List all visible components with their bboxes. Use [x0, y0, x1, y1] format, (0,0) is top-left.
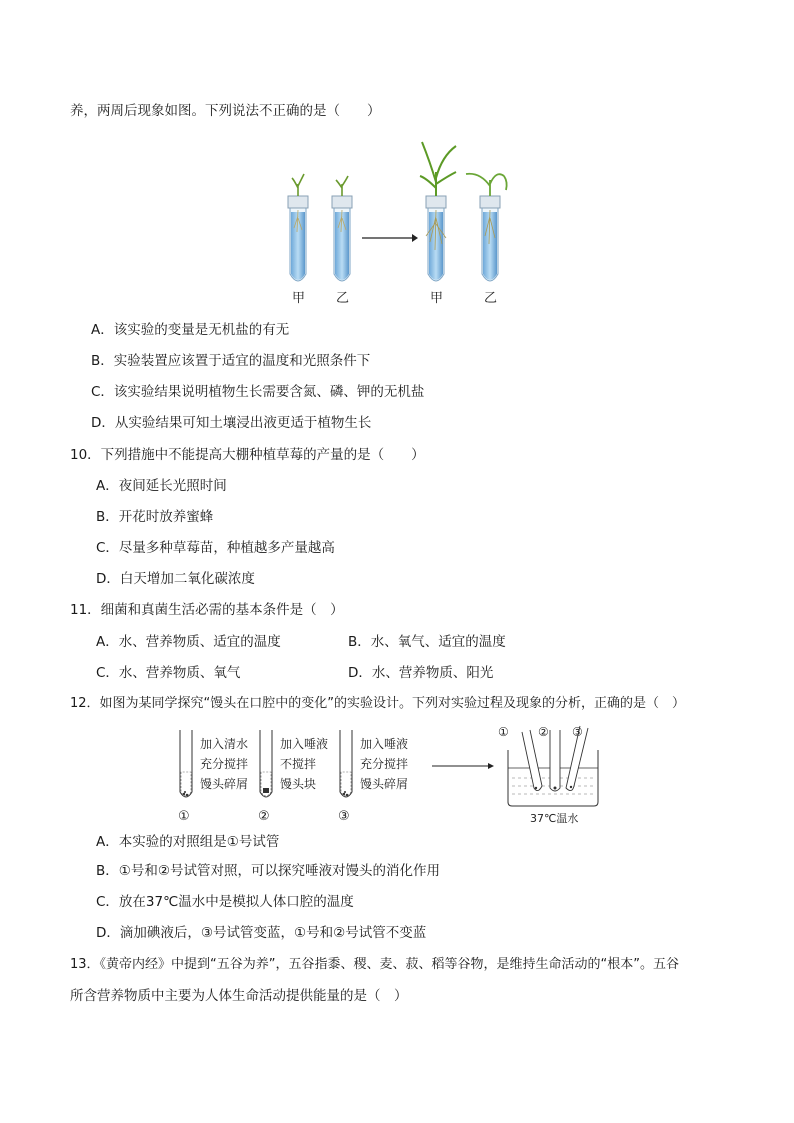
- q12-option-d: D．滴加碘液后，③号试管变蓝，①号和②号试管不变蓝: [96, 925, 427, 941]
- q11-option-c: C．水、营养物质、氧气: [96, 665, 241, 681]
- q11-option-b: B．水、氧气、适宜的温度: [348, 634, 506, 650]
- q10-option-d: D．白天增加二氧化碳浓度: [96, 571, 255, 587]
- q9-option-b: B．实验装置应该置于适宜的温度和光照条件下: [91, 353, 371, 369]
- beaker-num3: ③: [572, 725, 583, 739]
- tube3-line3: 馒头碎屑: [360, 777, 409, 791]
- tube2-line1: 加入唾液: [280, 737, 329, 751]
- tube1-line2: 充分搅拌: [200, 757, 249, 771]
- arrow-icon: [362, 234, 418, 242]
- beaker-num2: ②: [538, 725, 549, 739]
- label-jia-before: 甲: [292, 291, 306, 306]
- q11-option-a: A．水、营养物质、适宜的温度: [96, 634, 281, 650]
- q9-option-a: A．该实验的变量是无机盐的有无: [91, 322, 290, 338]
- q13-stem-line2: 所含营养物质中主要为人体生命活动提供能量的是（ ）: [70, 988, 408, 1004]
- q10-option-b: B．开花时放养蜜蜂: [96, 509, 214, 525]
- beaker: [508, 726, 598, 806]
- tube-before-a: [288, 174, 308, 281]
- q12-stem: 12．如图为某同学探究“馒头在口腔中的变化”的实验设计。下列对实验过程及现象的分析，正确的是（ ）: [70, 696, 686, 711]
- tube-before-b: [332, 176, 352, 281]
- tube2-line3: 馒头块: [280, 777, 317, 791]
- label-yi-before: 乙: [336, 291, 350, 306]
- q10-option-a: A．夜间延长光照时间: [96, 478, 227, 494]
- q10-stem: 10．下列措施中不能提高大棚种植草莓的产量的是（ ）: [70, 447, 425, 463]
- q12-option-c: C．放在37℃温水中是模拟人体口腔的温度: [96, 894, 354, 910]
- tube3-number: ③: [338, 809, 350, 824]
- arrow-icon: [432, 763, 494, 769]
- q12-option-b: B．①号和②号试管对照，可以探究唾液对馒头的消化作用: [96, 863, 440, 879]
- seedling-tubes-figure: [280, 132, 520, 310]
- tube-after-a: [420, 142, 456, 281]
- digestion-experiment-figure: [170, 722, 630, 826]
- beaker-num1: ①: [498, 725, 509, 739]
- tube1-line3: 馒头碎屑: [200, 777, 249, 791]
- test-tube-1: [180, 730, 192, 797]
- q9-option-d: D．从实验结果可知土壤浸出液更适于植物生长: [91, 415, 372, 431]
- q12-option-a: A．本实验的对照组是①号试管: [96, 834, 280, 850]
- label-yi-after: 乙: [484, 291, 498, 306]
- tube2-number: ②: [258, 809, 270, 824]
- q13-stem-line1: 13．《黄帝内经》中提到“五谷为养”，五谷指黍、稷、麦、菽、稻等谷物，是维持生命活动的“根本”。五谷: [70, 957, 679, 972]
- tube1-number: ①: [178, 809, 190, 824]
- tube3-line2: 充分搅拌: [360, 757, 409, 771]
- test-tube-3: [340, 730, 352, 797]
- tube3-line1: 加入唾液: [360, 737, 409, 751]
- tube-after-b: [466, 174, 507, 281]
- beaker-label: 37℃温水: [530, 812, 579, 825]
- label-jia-after: 甲: [430, 291, 444, 306]
- q9-option-c: C．该实验结果说明植物生长需要含氮、磷、钾的无机盐: [91, 384, 425, 400]
- tube1-line1: 加入清水: [200, 737, 249, 751]
- q11-option-d: D．水、营养物质、阳光: [348, 665, 494, 681]
- test-tube-2: [260, 730, 272, 797]
- q9-stem: 养，两周后现象如图。下列说法不正确的是（ ）: [70, 103, 381, 119]
- q10-option-c: C．尽量多种草莓苗，种植越多产量越高: [96, 540, 335, 556]
- tube2-line2: 不搅拌: [280, 757, 317, 771]
- q11-stem: 11．细菌和真菌生活必需的基本条件是（ ）: [70, 602, 344, 618]
